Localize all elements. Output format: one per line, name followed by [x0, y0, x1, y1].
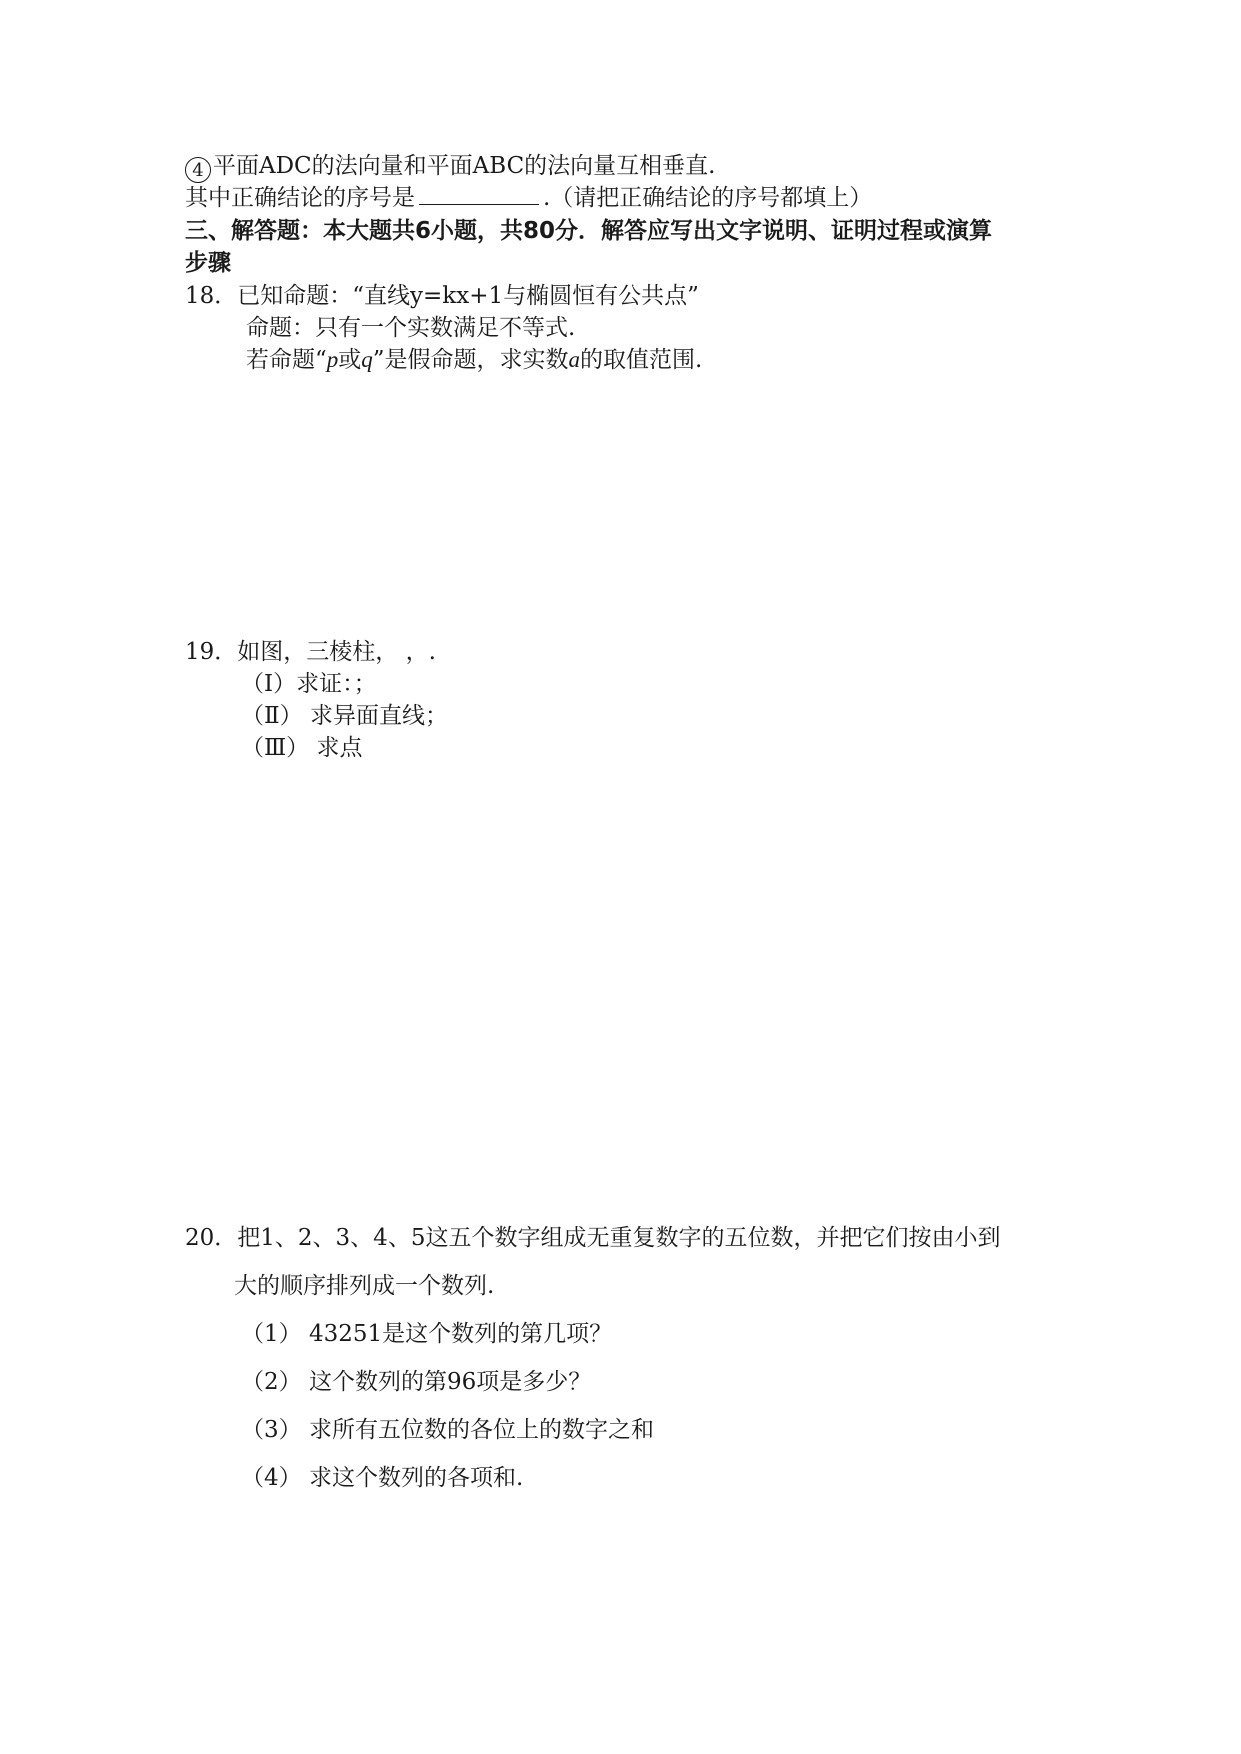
q17-item4-text: 平面ADC的法向量和平面ABC的法向量互相垂直. — [213, 153, 716, 179]
var-q: q — [361, 347, 373, 372]
var-p: p — [326, 347, 339, 372]
q17-answer-prompt — [185, 183, 872, 213]
q18-stem-text: 已知命题：“直线y=kx+1与椭圆恒有公共点” — [237, 283, 699, 309]
q18-stem — [185, 281, 699, 311]
answer-blank — [419, 186, 539, 205]
circled-number-4: 4 — [185, 157, 211, 183]
q17-answer-prompt-after: .（请把正确结论的序号都填上） — [543, 185, 873, 211]
q18-number: 18． — [185, 283, 238, 309]
q20-part1: （1） 43251是这个数列的第几项？ — [241, 1321, 613, 1347]
q19-number: 19． — [185, 639, 238, 665]
q20-stem-line1-text: 把1、2、3、4、5这五个数字组成无重复数字的五位数，并把它们按由小到 — [237, 1225, 1001, 1251]
q20-part4: （4） 求这个数列的各项和. — [241, 1465, 524, 1491]
q19-stem-text: 如图，三棱柱， ，. — [237, 639, 436, 665]
q20-number: 20． — [185, 1225, 238, 1251]
q18-line2: 命题：只有一个实数满足不等式. — [246, 315, 576, 341]
q20-part2: （2） 这个数列的第96项是多少？ — [241, 1369, 592, 1395]
q18-line3-or: 或 — [338, 347, 362, 373]
q20-stem-line2: 大的顺序排列成一个数列. — [234, 1273, 495, 1299]
section3-heading-line2: 步骤 — [185, 250, 231, 276]
q18-line3-c: 的取值范围. — [580, 347, 703, 373]
q19-stem — [185, 637, 436, 667]
q20-part3: （3） 求所有五位数的各位上的数字之和 — [241, 1417, 654, 1443]
q17-item4 — [185, 151, 716, 183]
q19-part3: （Ⅲ） 求点 — [241, 735, 363, 761]
section3-heading-line1: 三、解答题：本大题共6小题，共80分．解答应写出文字说明、证明过程或演算 — [185, 218, 993, 244]
q18-line3 — [246, 345, 702, 375]
q18-line3-b: ”是假命题，求实数 — [372, 347, 569, 373]
q18-line3-a: 若命题“ — [246, 347, 327, 373]
q19-part1: （Ⅰ）求证：； — [241, 671, 377, 697]
var-a: a — [568, 347, 581, 372]
q17-answer-prompt-before: 其中正确结论的序号是 — [185, 185, 415, 211]
q19-part2: （Ⅱ） 求异面直线； — [241, 703, 448, 729]
q20-stem-line1 — [185, 1223, 1000, 1253]
